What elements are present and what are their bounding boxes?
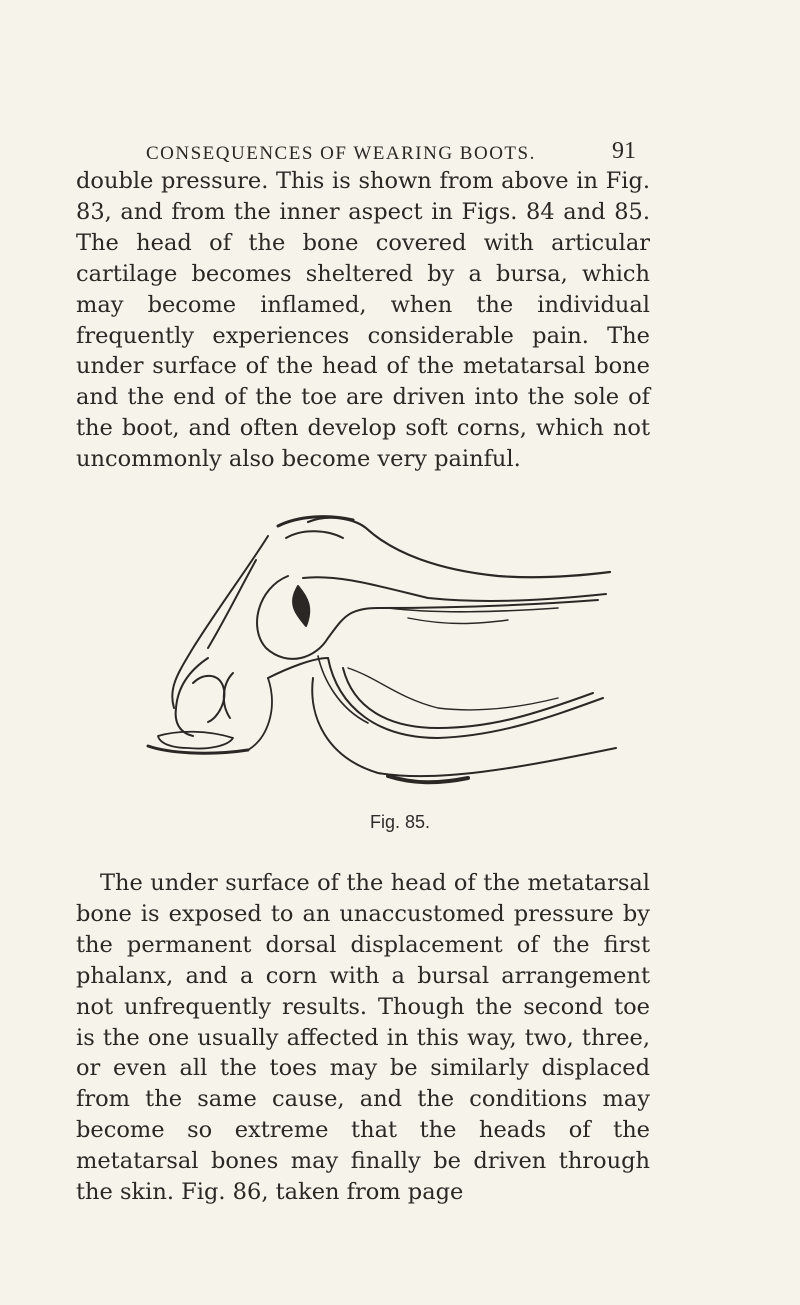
toe-illustration — [138, 508, 618, 808]
paragraph-1: double pressure. This is shown from above in Fig. 83, and from the inner aspect in Figs. 84 and 85. The head of the bone covered with articular cartilage becomes sheltered by a bursa, which may become inflamed, when the individual frequently experiences considerable pain. The under surface of the head of the metatarsal bone and the end of the toe are driven into the sole of the boot, and often develop soft corns, which not uncommonly also become very painful. — [76, 168, 650, 473]
page-number: 91 — [612, 138, 636, 164]
running-head: CONSEQUENCES OF WEARING BOOTS. — [146, 143, 536, 164]
paragraph-2: The under surface of the head of the metatarsal bone is exposed to an unaccustomed pressure by the permanent dorsal displacement of the first phalanx, and a corn with a bursal arrangement not unfrequently results. Though the second toe is the one usually affected in this way, two, three, or even all the toes may be similarly displaced from the same cause, and the conditions may become so extreme that the heads of the metatarsal bones may finally be driven through the skin. Fig. 86, taken from page — [76, 870, 650, 1206]
figure-caption: Fig. 85. — [369, 812, 431, 832]
